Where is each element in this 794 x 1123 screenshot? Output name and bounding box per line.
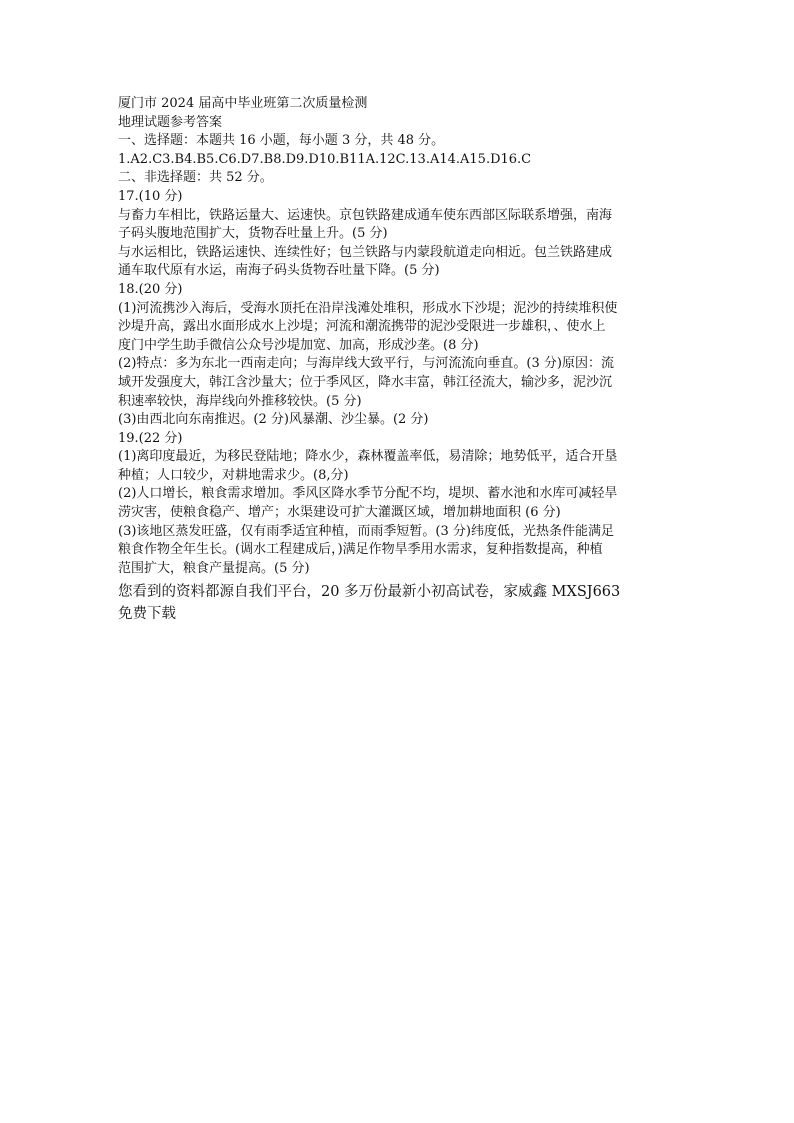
q17-line: 子码头腹地范围扩大，货物吞吐量上升。(5 分) (118, 226, 388, 242)
q18-line: 域开发强度大，韩江含沙量大；位于季风区，降水丰富，韩江径流大，输沙多，泥沙沉 (118, 374, 613, 390)
q19-line: 种植；人口较少，对耕地需求少。(8,分) (118, 467, 349, 483)
q19-line: (2)人口增长，粮食需求增加。季风区降水季节分配不均，堤坝、蓄水池和水库可减轻旱 (118, 486, 618, 502)
q17-line: 与畜力车相比，铁路运量大、运速快。京包铁路建成通车使东西部区际联系增强，南海 (118, 207, 613, 223)
q19-line: 范围扩大，粮食产量提高。(5 分) (118, 560, 310, 576)
q18-line: (3)由西北向东南推迟。(2 分)风暴潮、沙尘暴。(2 分) (118, 412, 429, 428)
q18-heading: 18.(20 分) (118, 281, 183, 297)
q18-line: (1)河流携沙入海后，受海水顶托在沿岸浅滩处堆积，形成水下沙堤；泥沙的持续堆积使 (118, 300, 618, 316)
q18-line: 沙堤升高，露出水面形成水上沙堤；河流和潮流携带的泥沙受限进一步雄积，、使水上 (118, 319, 606, 335)
answer-document (118, 95, 680, 625)
q19-heading: 19.(22 分) (118, 430, 183, 446)
q18-line: (2)特点：多为东北一西南走向；与海岸线大致平行，与河流流向垂直。(3 分)原因：流 (118, 356, 614, 372)
q19-line: (1)离印度最近，为移民登陆地；降水少，森林覆盖率低，易清除；地势低平，适合开垦 (118, 449, 618, 465)
section-choice-heading: 一、选择题：本题共 16 小题，每小题 3 分，共 48 分。 (118, 133, 445, 149)
footer-line: 免费下载 (118, 606, 176, 623)
section-nonchoice-heading: 二、非选择题：共 52 分。 (118, 170, 273, 186)
footer-line: 您看到的资料都源自我们平台，20 多万份最新小初高试卷，家威鑫 MXSJ663 (118, 584, 621, 601)
q17-heading: 17.(10 分) (118, 188, 183, 204)
q19-line: 粮食作物全年生长。(调水工程建成后，)满足作物旱季用水需求，复种指数提高，种植 (118, 542, 603, 558)
footer-notice (118, 581, 680, 625)
q18-line: 度门中学生助手微信公众号沙堤加宽、加高，形成沙垄。(8 分) (118, 337, 479, 353)
q17-line: 与水运相比，铁路运速快、连续性好；包兰铁路与内蒙段航道走向相近。包兰铁路建成 (118, 244, 613, 260)
q19-line: 涝灾害，使粮食稳产、增产；水渠建设可扩大灌溉区域，增加耕地面积 (6 分) (118, 505, 561, 521)
q19-line: (3)该地区蒸发旺盛，仅有雨季适宜种植，而雨季短暂。(3 分)纬度低，光热条件能满足 (118, 523, 614, 539)
choice-answers: 1.A2.C3.B4.B5.C6.D7.B8.D9.D10.B11A.12C.13.A14.A15.D16.C (118, 151, 532, 167)
doc-subtitle: 地理试题参考答案 (118, 114, 223, 130)
doc-title: 厦门市 2024 届高中毕业班第二次质量检测 (118, 96, 368, 111)
q17-line: 通车取代原有水运，南海子码头货物吞吐量下降。(5 分) (118, 263, 440, 279)
q18-line: 积速率较快，海岸线向外推移较快。(5 分) (118, 393, 362, 409)
